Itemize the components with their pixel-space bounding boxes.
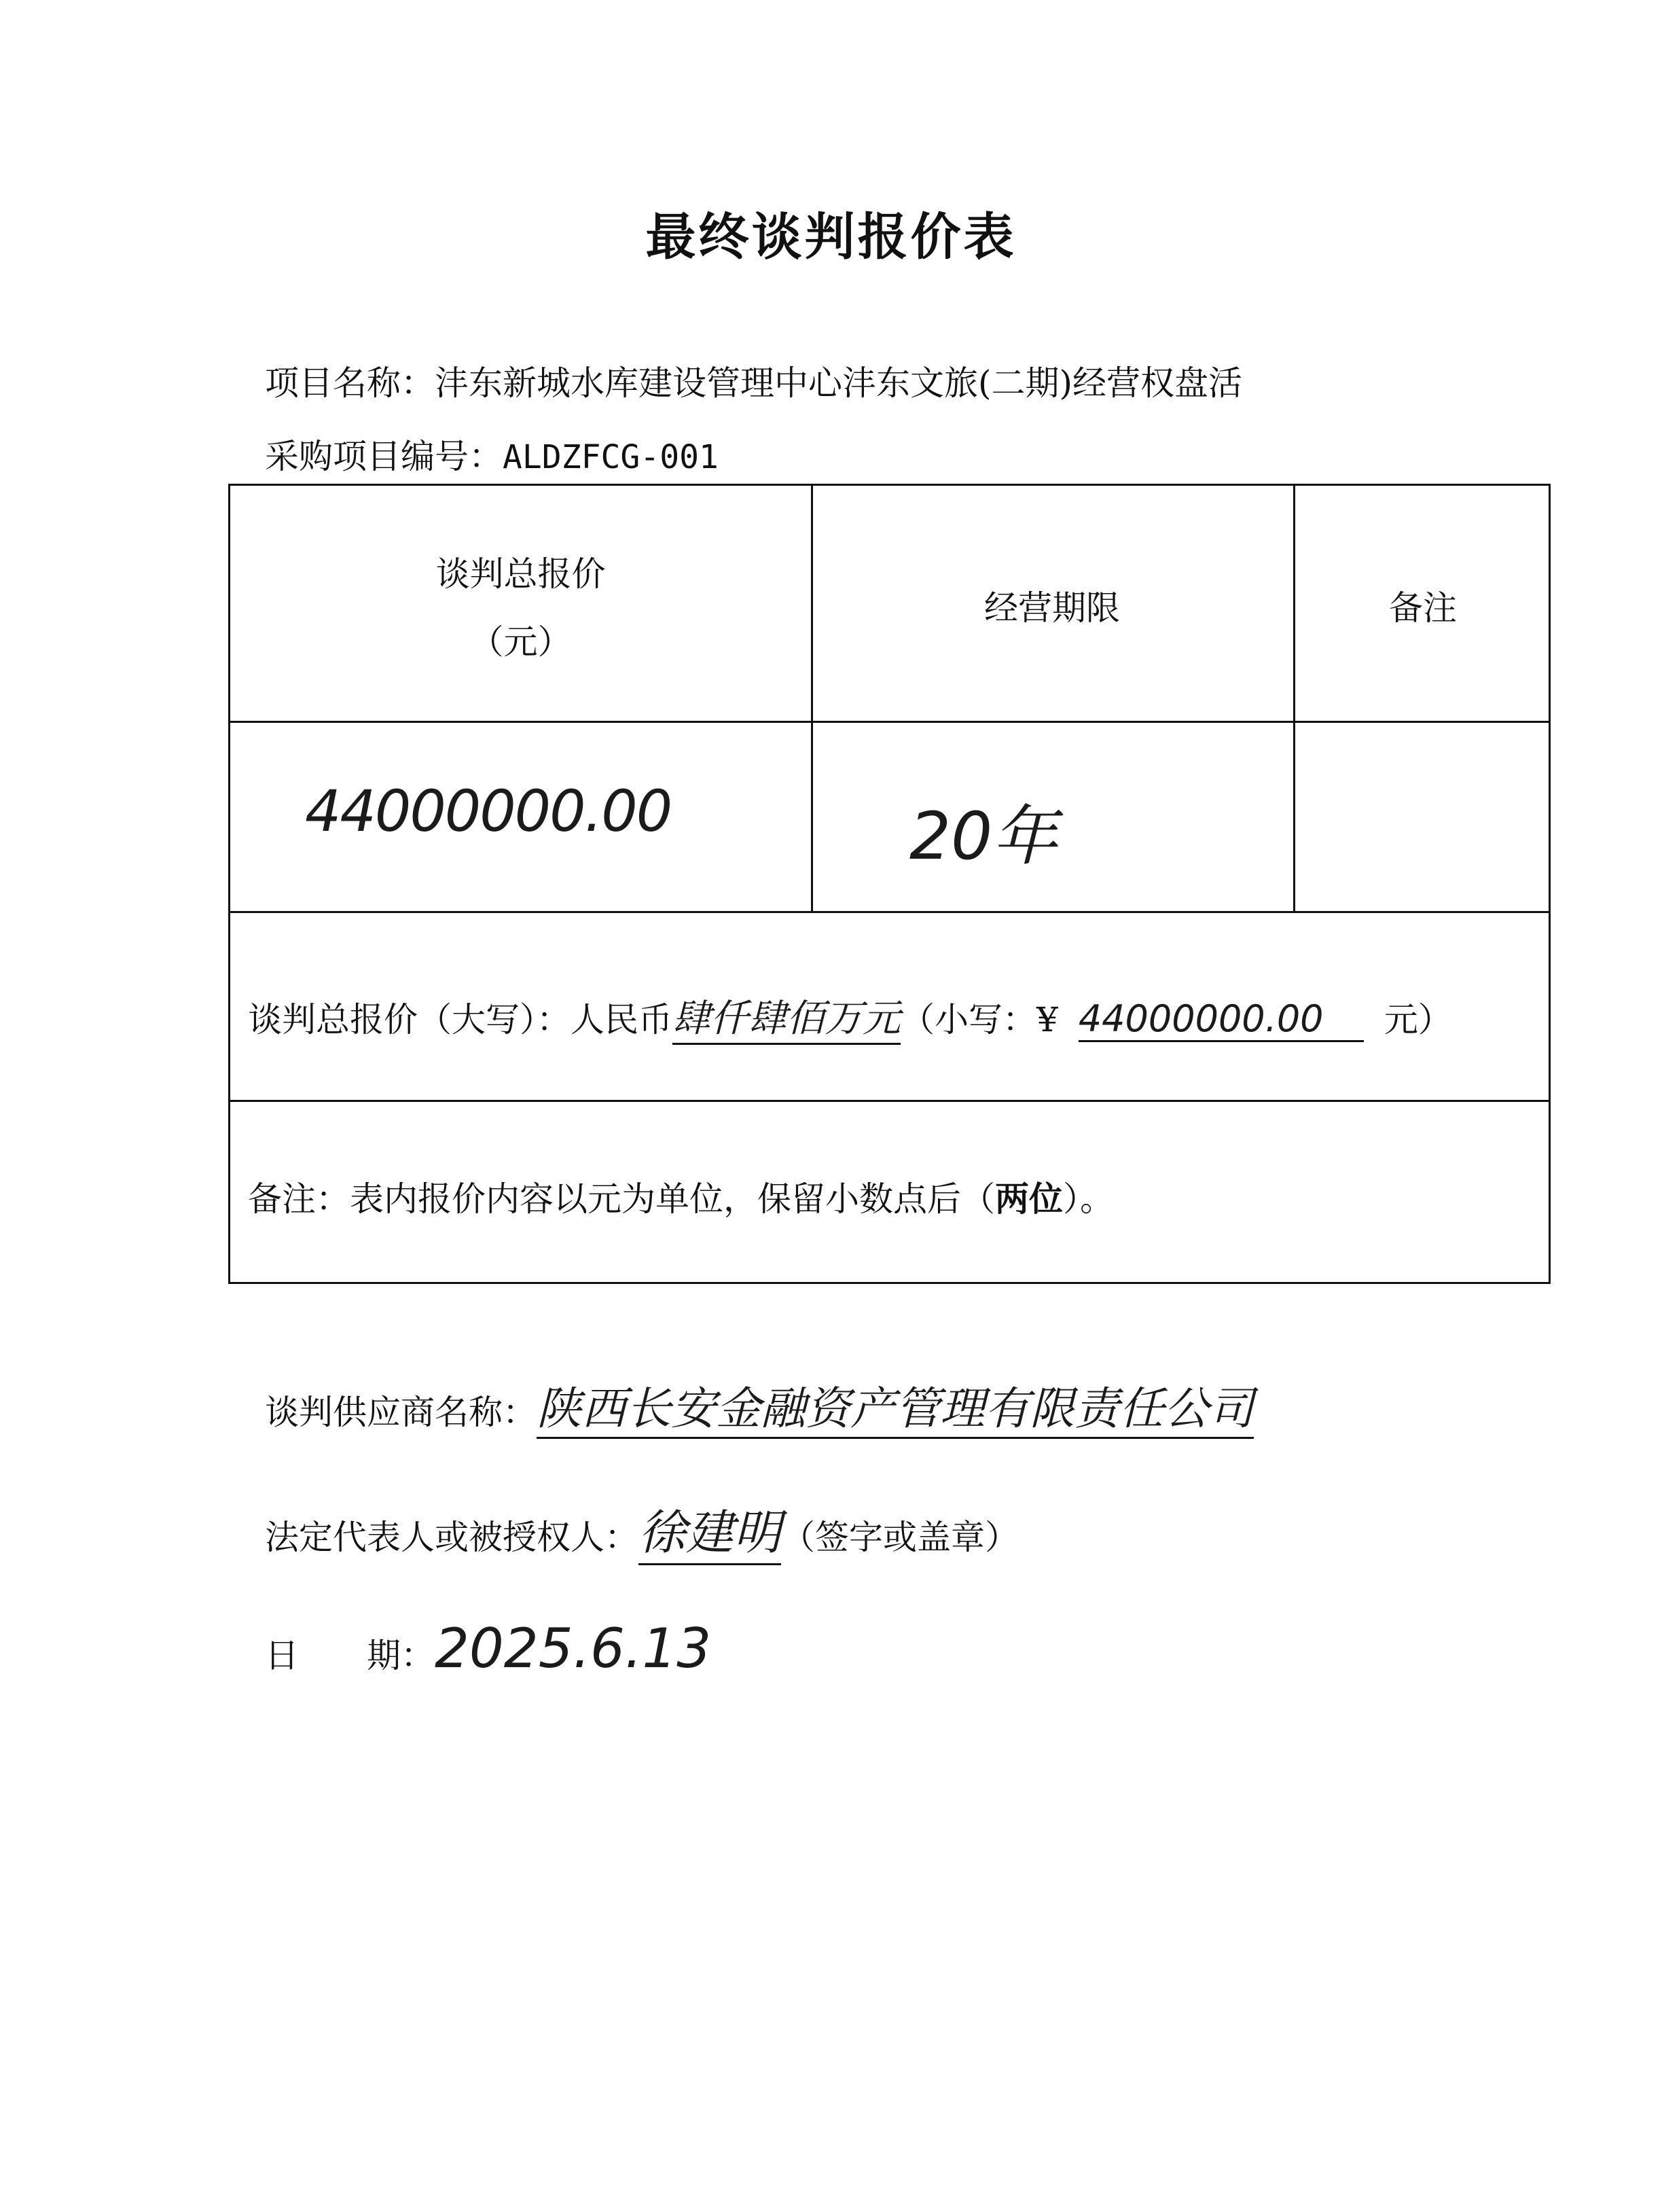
header-total-price-line1: 谈判总报价 <box>435 554 606 594</box>
price-value: 44000000.00 <box>305 778 672 844</box>
small-label: （小写：¥ <box>901 1000 1058 1039</box>
date-label: 日 期： <box>265 1636 435 1675</box>
supplier-value: 陕西长安金融资产管理有限责任公司 <box>537 1372 1254 1439</box>
representative-label: 法定代表人或被授权人： <box>265 1518 638 1557</box>
project-code-label: 采购项目编号： <box>265 437 503 476</box>
date-value: 2025.6.13 <box>435 1617 712 1680</box>
small-value: 44000000.00 <box>1079 997 1364 1042</box>
note-tail: ）。 <box>1063 1179 1114 1219</box>
representative-line <box>265 1495 1019 1565</box>
small-unit: 元） <box>1384 1000 1452 1039</box>
date-line <box>265 1617 711 1680</box>
supplier-line <box>265 1372 1254 1439</box>
quote-table <box>228 484 1551 1284</box>
header-total-price <box>230 540 811 676</box>
note-text: 备注：表内报价内容以元为单位，保留小数点后（ <box>248 1179 995 1219</box>
project-name-line <box>265 356 1242 405</box>
table-divider <box>1293 721 1295 911</box>
capital-label: 谈判总报价（大写）：人民币 <box>248 1000 672 1039</box>
supplier-label: 谈判供应商名称： <box>265 1393 537 1432</box>
project-code-line <box>265 429 719 478</box>
header-total-price-unit: （元） <box>469 622 572 662</box>
capital-value: 肆仟肆佰万元 <box>672 988 901 1045</box>
project-name-value: 沣东新城水库建设管理中心沣东文旅(二期)经营权盘活 <box>435 363 1243 403</box>
table-divider <box>230 721 1549 723</box>
capital-amount-line <box>248 988 1452 1045</box>
term-value: 20年 <box>909 798 1058 874</box>
table-divider <box>230 1100 1549 1102</box>
project-code-value: ALDZFCG-001 <box>503 438 719 476</box>
note-line <box>248 1172 1114 1221</box>
representative-signature: 徐建明 <box>638 1495 781 1565</box>
note-bold: 两位 <box>995 1179 1063 1219</box>
header-term: 经营期限 <box>984 588 1120 628</box>
table-divider <box>811 721 813 911</box>
project-name-label: 项目名称： <box>265 363 435 403</box>
representative-suffix: （签字或盖章） <box>781 1518 1019 1557</box>
header-remark: 备注 <box>1389 588 1457 628</box>
table-divider <box>230 911 1549 913</box>
page-title: 最终谈判报价表 <box>645 208 1017 266</box>
